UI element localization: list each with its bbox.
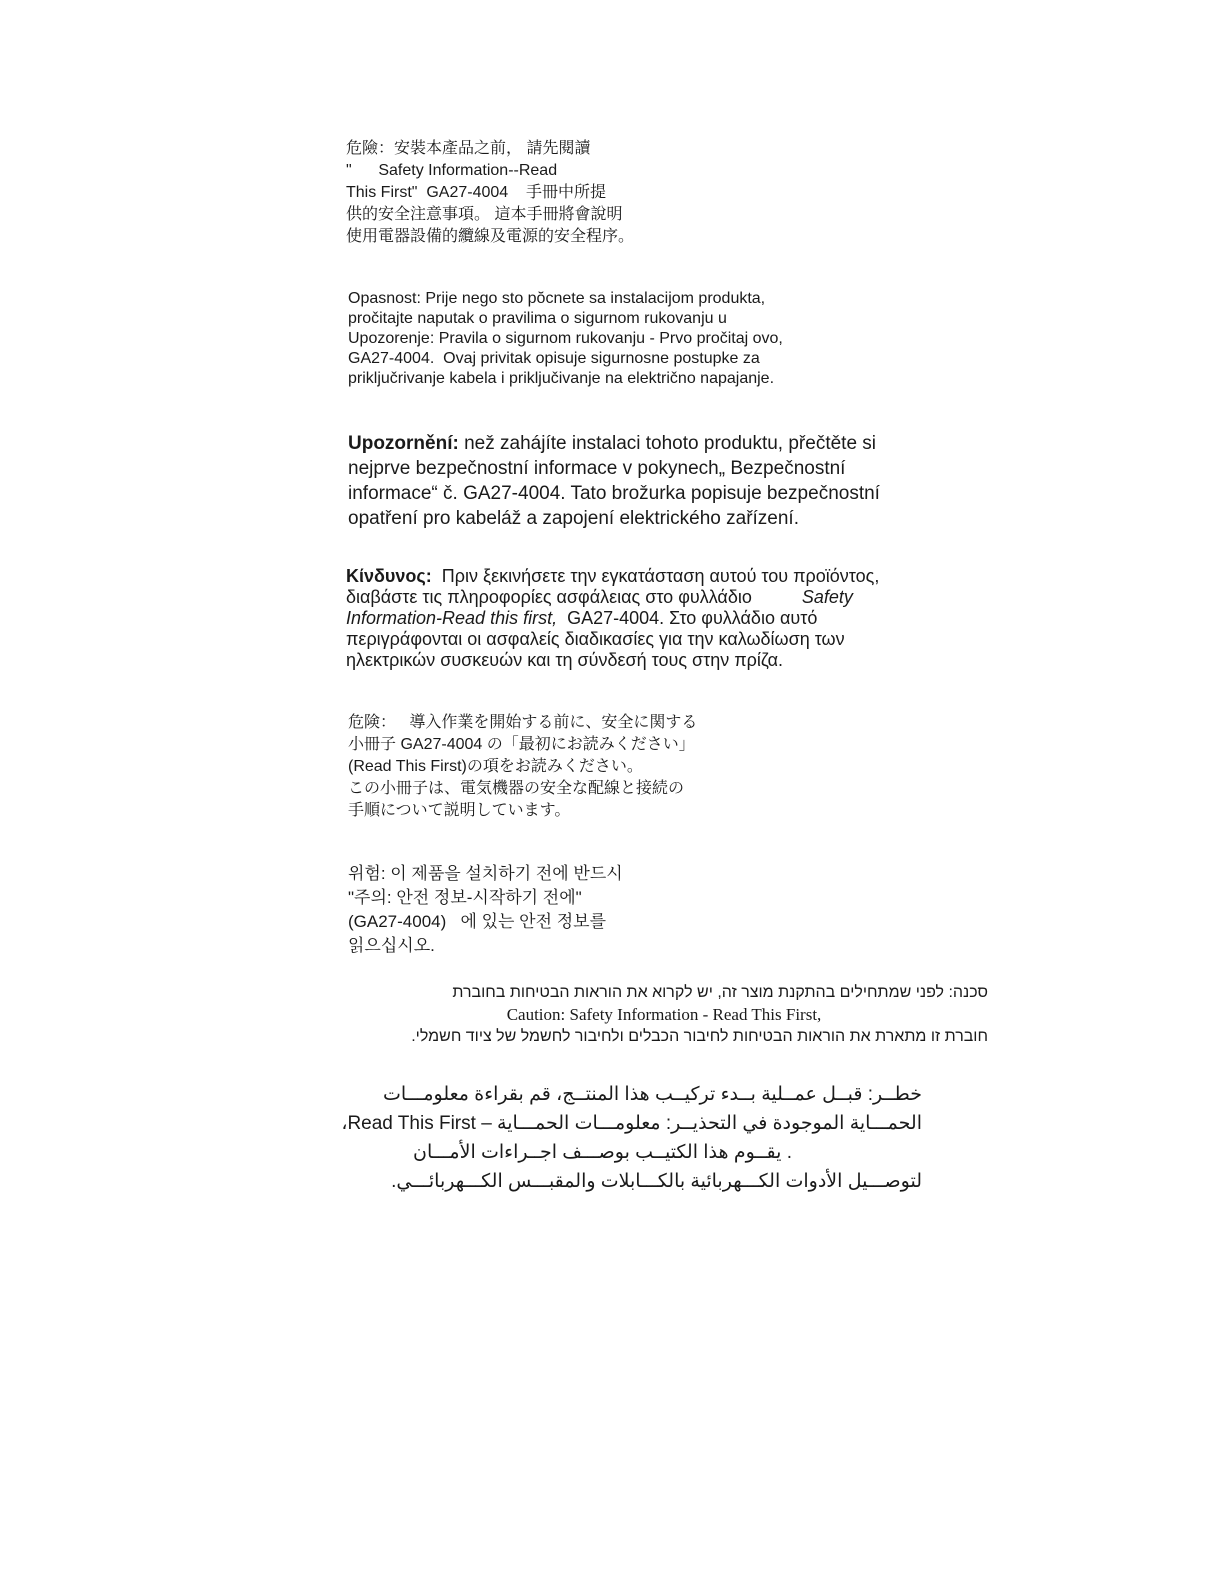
notice-line: pročitajte naputak o pravilima o sigurnom rukovanju u: [348, 310, 727, 327]
notice-chinese: [346, 138, 686, 248]
notice-caution-line: Caution: Safety Information - Read This First,: [506, 1005, 822, 1024]
notice-line: This First" GA27-4004 手冊中所提: [346, 184, 606, 201]
notice-text: Πριν ξεκινήσετε την εγκατάσταση αυτού του προϊόντος,: [431, 566, 880, 586]
notice-greek: [346, 566, 966, 671]
notice-line: περιγράφονται οι ασφαλείς διαδικασίες για την καλωδίωση των: [346, 629, 845, 649]
notice-croatian: [348, 289, 868, 389]
notice-line: GA27-4004. Ovaj privitak opisuje sigurnosne postupke za: [348, 350, 760, 367]
notice-line: priključrivanje kabela i priključivanje na električno napajanje.: [348, 370, 775, 387]
notice-line: (Read This First)の項をお読みください。: [348, 758, 643, 775]
notice-japanese: [348, 712, 768, 822]
notice-line: 手順について説明しています。: [348, 802, 571, 819]
notice-line: 使用電器設備的纜線及電源的安全程序。: [346, 228, 635, 245]
notice-arabic: [340, 1080, 922, 1196]
notice-hebrew: [340, 982, 988, 1048]
notice-line: 危険： 導入作業を開始する前に、安全に関する: [348, 714, 698, 731]
notice-line: Opasnost: Prije nego sto pŏcnete sa instalacijom produkta,: [348, 290, 766, 307]
notice-line: חוברת זו מתארת את הוראות הבטיחות לחיבור הכבלים ולחיבור לחשמל של ציוד חשמלי.: [411, 1028, 988, 1045]
notice-line: [346, 608, 966, 629]
notice-italic-text: Safety: [801, 587, 853, 607]
notice-line: . يقــوم هذا الكتيــب بوصـــف اجــراءات الأمـــان: [412, 1142, 792, 1163]
notice-line: nejprve bezpečnostní informace v pokynech„ Bezpečnostní: [348, 458, 846, 479]
notice-line: 供的安全注意事項。 這本手冊將會說明: [346, 206, 623, 223]
notice-line: informace“ č. GA27-4004. Tato brožurka popisuje bezpečnostní: [348, 483, 880, 504]
notice-label: Upozornění:: [348, 433, 459, 454]
notice-italic-text: Information-Read this first,: [346, 608, 558, 628]
notice-label: Κίνδυνος:: [346, 566, 432, 586]
notice-text: než zahájíte instalaci tohoto produktu, přečtěte si: [458, 433, 877, 454]
notice-line: [348, 431, 948, 456]
notice-line: (GA27-4004) 에 있는 안전 정보를: [348, 912, 606, 931]
notice-line: 危險：安裝本產品之前， 請先閱讀: [346, 140, 591, 157]
notice-korean: [348, 862, 708, 958]
notice-line: この小冊子は、電気機器の安全な配線と接続の: [348, 780, 685, 797]
notice-line: 위험: 이 제품을 설치하기 전에 반드시: [348, 864, 623, 883]
notice-line: 읽으십시오.: [348, 936, 435, 955]
notice-line: " Safety Information--Read: [346, 162, 558, 179]
notice-line: opatření pro kabeláž a zapojení elektrického zařízení.: [348, 508, 799, 529]
notice-line: 小冊子 GA27-4004 の「最初にお読みください」: [348, 736, 695, 753]
notice-line: الحمـــاية الموجودة في التحذيــر: معلومـــات الحمـــاية – Read This First،: [341, 1113, 922, 1134]
notice-line: "주의: 안전 정보-시작하기 전에": [348, 888, 582, 907]
notice-czech: [348, 431, 948, 531]
notice-line: [346, 587, 966, 608]
notice-line: ηλεκτρικών συσκευών και τη σύνδεσή τους στην πρίζα.: [346, 650, 784, 670]
notice-text: διαβάστε τις πληροφορίες ασφάλειας στο φυλλάδιο: [346, 587, 752, 607]
notice-line: Upozorenje: Pravila o sigurnom rukovanju - Prvo pročitaj ovo,: [348, 330, 783, 347]
notice-line: סכנה: לפני שמתחילים בהתקנת מוצר זה, יש לקרוא את הוראות הבטיחות בחוברת: [452, 984, 988, 1001]
notice-line: خطــر: قبــل عمــلية بــدء تركيــب هذا المنتــج، قم بقراءة معلومـــات: [382, 1084, 922, 1105]
notice-line: [346, 566, 966, 587]
notice-line: لتوصـــيل الأدوات الكـــهربائية بالكـــابلات والمقبـــس الكـــهربائـــي.: [391, 1171, 922, 1192]
notice-text: GA27-4004. Στο φυλλάδιο αυτό: [557, 608, 818, 628]
